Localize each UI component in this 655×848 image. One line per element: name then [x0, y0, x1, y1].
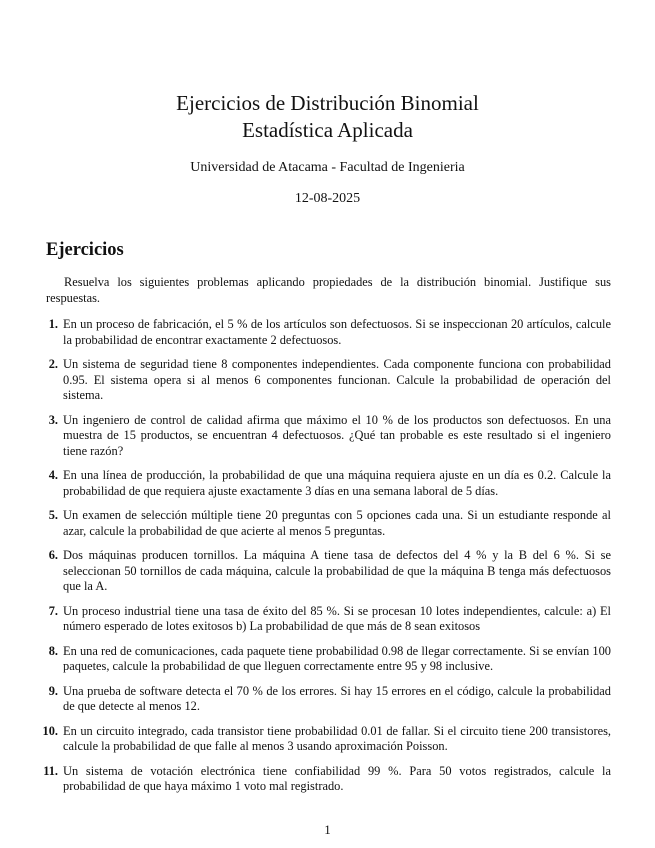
problem-text: En una línea de producción, la probabilidad de que una máquina requiera ajuste en un día es 0.2. Calcule la probabilidad de que requiera ajuste exactamente 3 días en una semana laboral de 5 días.	[63, 468, 611, 498]
problem-number: 11.	[43, 763, 58, 778]
intro-paragraph: Resuelva los siguientes problemas aplicando propiedades de la distribución binomial. Justifique sus respuestas.	[46, 275, 611, 305]
problem-text: Un examen de selección múltiple tiene 20 preguntas con 5 opciones cada una. Si un estudiante responde al azar, calcule la probabilidad de que acierte al menos 5 preguntas.	[63, 508, 611, 538]
problem-item	[46, 508, 611, 539]
problem-text: En un circuito integrado, cada transistor tiene probabilidad 0.01 de fallar. Si el circuito tiene 200 transistores, calcule la probabilidad de que falle al menos 3 usando aproximación Poisson.	[63, 723, 611, 753]
problem-number: 9.	[48, 683, 58, 698]
problem-item	[46, 684, 611, 715]
problem-text: Una prueba de software detecta el 70 % de los errores. Si hay 15 errores en el código, calcule la probabilidad de que detecte al menos 12.	[63, 683, 611, 713]
problem-number: 1.	[48, 317, 58, 331]
problem-number: 3.	[48, 412, 58, 427]
problem-item	[46, 357, 611, 404]
page-number: 1	[324, 822, 331, 837]
problem-text: Dos máquinas producen tornillos. La máquina A tiene tasa de defectos del 4 % y la B del 6 %. Si se seleccionan 50 tornillos de cada máquina, calcule la probabilidad de que la máquina B tenga más defectuosos que la A.	[63, 548, 611, 593]
problem-item	[46, 317, 611, 348]
problem-item	[46, 548, 611, 595]
section-heading: Ejercicios	[46, 240, 124, 260]
problem-text: En una red de comunicaciones, cada paquete tiene probabilidad 0.98 de llegar correctamente. Si se envían 100 paquetes, calcule la probabilidad de que lleguen correctamente entre 95 y 98 inclusive.	[63, 643, 611, 673]
problem-item	[46, 468, 611, 499]
problem-text: Un proceso industrial tiene una tasa de éxito del 85 %. Si se procesan 10 lotes independientes, calcule: a) El número esperado de lotes exitosos b) La probabilidad de que más de 8 sean exitosos	[63, 603, 611, 633]
title-line-2: Estadística Aplicada	[242, 118, 413, 142]
problem-number: 4.	[48, 468, 58, 482]
problem-text: Un sistema de votación electrónica tiene confiabilidad 99 %. Para 50 votos registrados, calcule la probabilidad de que haya máximo 1 voto mal registrado.	[63, 763, 611, 793]
institution: Universidad de Atacama - Facultad de Ingenieria	[190, 160, 465, 175]
problem-number: 5.	[48, 508, 58, 522]
problem-text: Un ingeniero de control de calidad afirma que máximo el 10 % de los productos son defectuosos. En una muestra de 15 productos, se encuentran 4 defectuosos. ¿Qué tan probable es este resultado si el ingeniero tiene razón?	[63, 412, 611, 458]
problem-number: 6.	[48, 548, 58, 562]
problem-item	[43, 763, 611, 795]
problem-number: 2.	[48, 357, 58, 371]
problem-item	[46, 644, 611, 675]
problem-number: 10.	[42, 723, 58, 738]
problem-item	[46, 604, 611, 635]
problem-number: 8.	[48, 643, 58, 658]
title-line-1: Ejercicios de Distribución Binomial	[176, 91, 479, 115]
problem-text: En un proceso de fabricación, el 5 % de los artículos son defectuosos. Si se inspeccionan 20 artículos, calcule la probabilidad de encontrar exactamente 2 defectuosos.	[63, 317, 611, 347]
problem-text: Un sistema de seguridad tiene 8 componentes independientes. Cada componente funciona con probabilidad 0.95. El sistema opera si al menos 6 componentes funcionan. Calcule la probabilidad de operación del sistema.	[63, 357, 611, 402]
problem-number: 7.	[48, 603, 58, 618]
document-date: 12-08-2025	[294, 191, 361, 206]
problem-item	[46, 413, 611, 460]
problem-list	[42, 317, 611, 804]
document-title	[0, 90, 655, 144]
problem-item	[42, 723, 611, 755]
